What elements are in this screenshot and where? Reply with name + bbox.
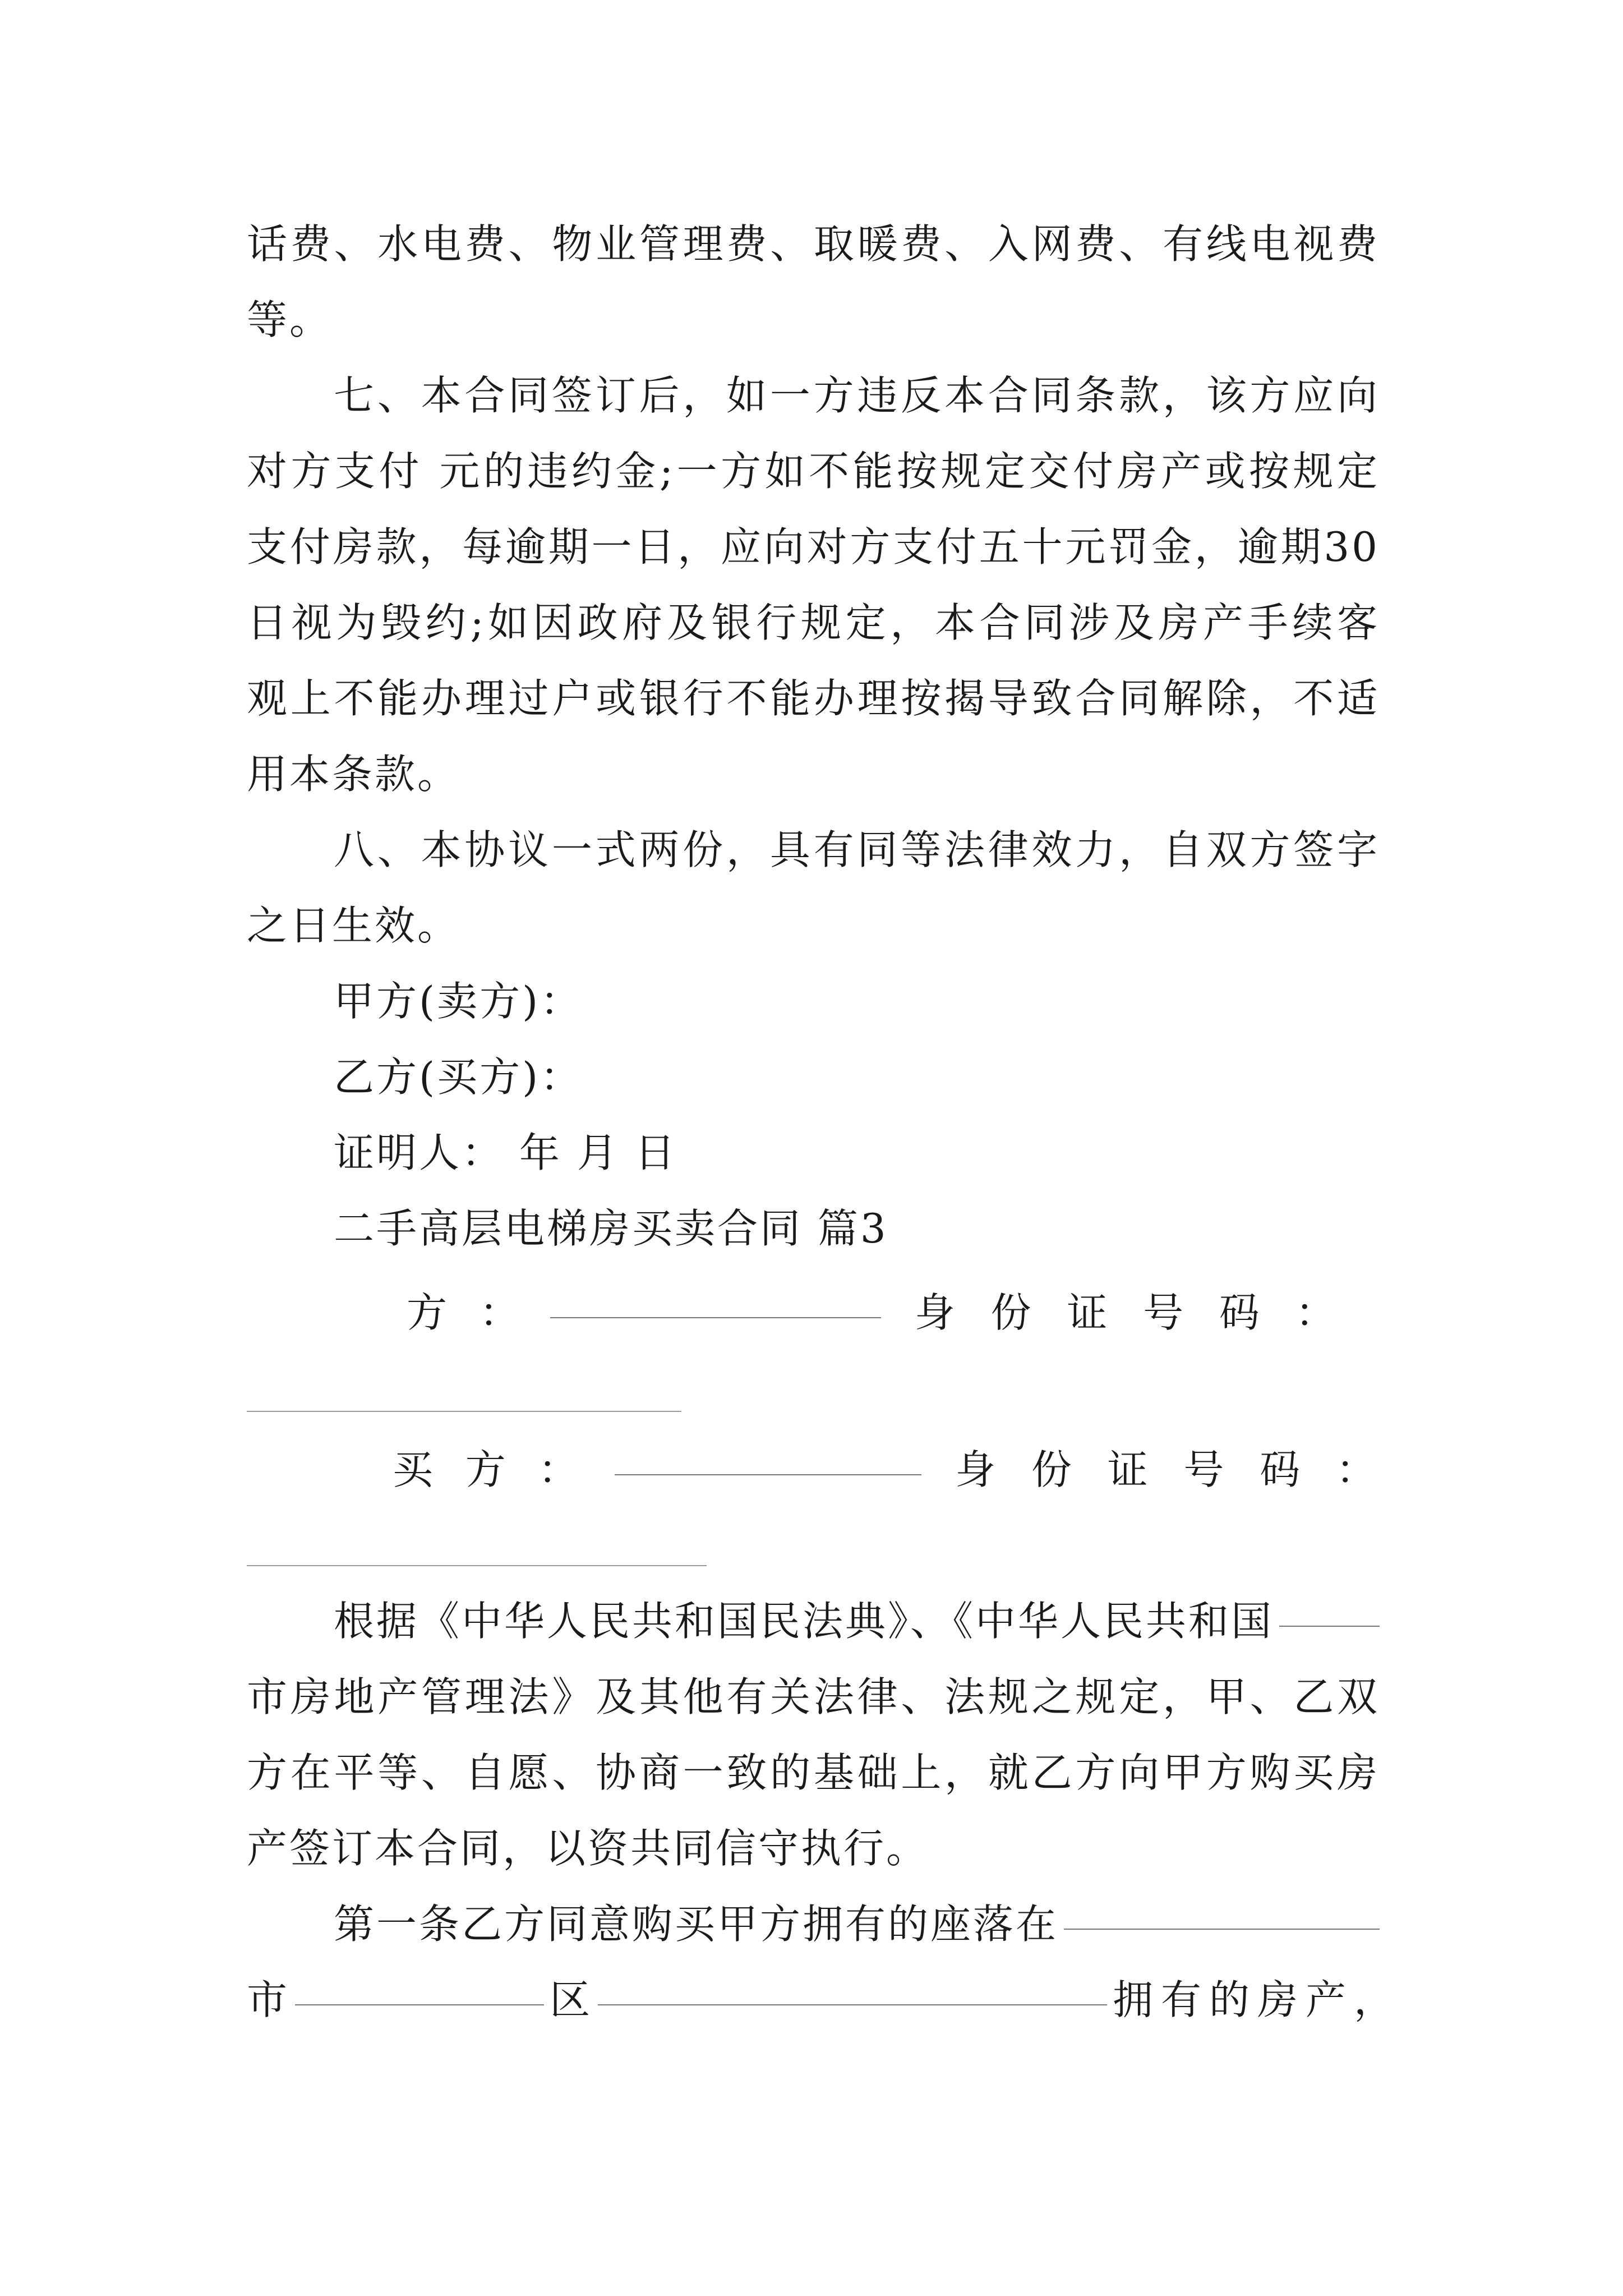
- legal-basis-line: [334, 1593, 1380, 1649]
- text-line: 之日生效。: [247, 902, 460, 949]
- clause-eight-line: 八、本协议一式两份，具有同等法律效力，自双方签字: [334, 826, 1380, 873]
- section-heading: 二手高层电梯房买卖合同 篇3: [334, 1205, 888, 1252]
- city-name-blank: [295, 1972, 544, 2005]
- text-line: 用本条款。: [247, 751, 460, 798]
- district-label: 区: [550, 1976, 593, 2023]
- seller-name-blank: [550, 1285, 881, 1318]
- city-blank: [1279, 1593, 1380, 1627]
- buyer-id-blank: [247, 1565, 707, 1566]
- location-blank: [1064, 1896, 1380, 1930]
- text-line: 日视为毁约;如因政府及银行规定，本合同涉及房产手续客: [247, 599, 1380, 646]
- text-line: 观上不能办理过户或银行不能办理按揭导致合同解除，不适: [247, 675, 1380, 722]
- seller-id-blank: [247, 1411, 681, 1412]
- seller-id-label: 身 份 证 号 码 ：: [914, 1289, 1339, 1336]
- witness-date-line: 证明人： 年 月 日: [334, 1129, 677, 1176]
- clause-seven-line: 七、本合同签订后，如一方违反本合同条款，该方应向: [334, 372, 1380, 419]
- text-line: 方在平等、自愿、协商一致的基础上，就乙方向甲方购买房: [247, 1749, 1380, 1796]
- text-span: 第一条乙方同意购买甲方拥有的座落在: [334, 1901, 1059, 1948]
- buyer-row: [393, 1442, 1380, 1498]
- buyer-label: 买 方 ：: [393, 1446, 581, 1493]
- text-line: 话费、水电费、物业管理费、取暖费、入网费、有线电视费: [247, 220, 1380, 268]
- article-one-line: [334, 1896, 1380, 1952]
- seller-row: [407, 1285, 1380, 1341]
- text-line: 产签订本合同，以资共同信守执行。: [247, 1825, 929, 1872]
- location-row: [247, 1972, 1402, 2028]
- buyer-id-label: 身 份 证 号 码 ：: [955, 1446, 1380, 1493]
- district-name-blank: [598, 1972, 1107, 2005]
- text-span: 根据《中华人民共和国民法典》、《中华人民共和国: [334, 1598, 1274, 1645]
- text-line: 市房地产管理法》及其他有关法律、法规之规定，甲、乙双: [247, 1673, 1380, 1720]
- city-label: 市: [247, 1976, 290, 2023]
- seller-label: 方 ：: [407, 1289, 522, 1336]
- party-a-signature-label: 甲方(卖方)：: [334, 978, 583, 1025]
- buyer-name-blank: [615, 1442, 922, 1475]
- text-line: 等。: [247, 296, 333, 343]
- party-b-signature-label: 乙方(买方)：: [334, 1053, 583, 1101]
- text-line: 对方支付 元的违约金;一方如不能按规定交付房产或按规定: [247, 448, 1380, 495]
- text-line: 支付房款，每逾期一日，应向对方支付五十元罚金，逾期30: [247, 523, 1380, 570]
- text-span: 拥有的房产，: [1112, 1976, 1402, 2023]
